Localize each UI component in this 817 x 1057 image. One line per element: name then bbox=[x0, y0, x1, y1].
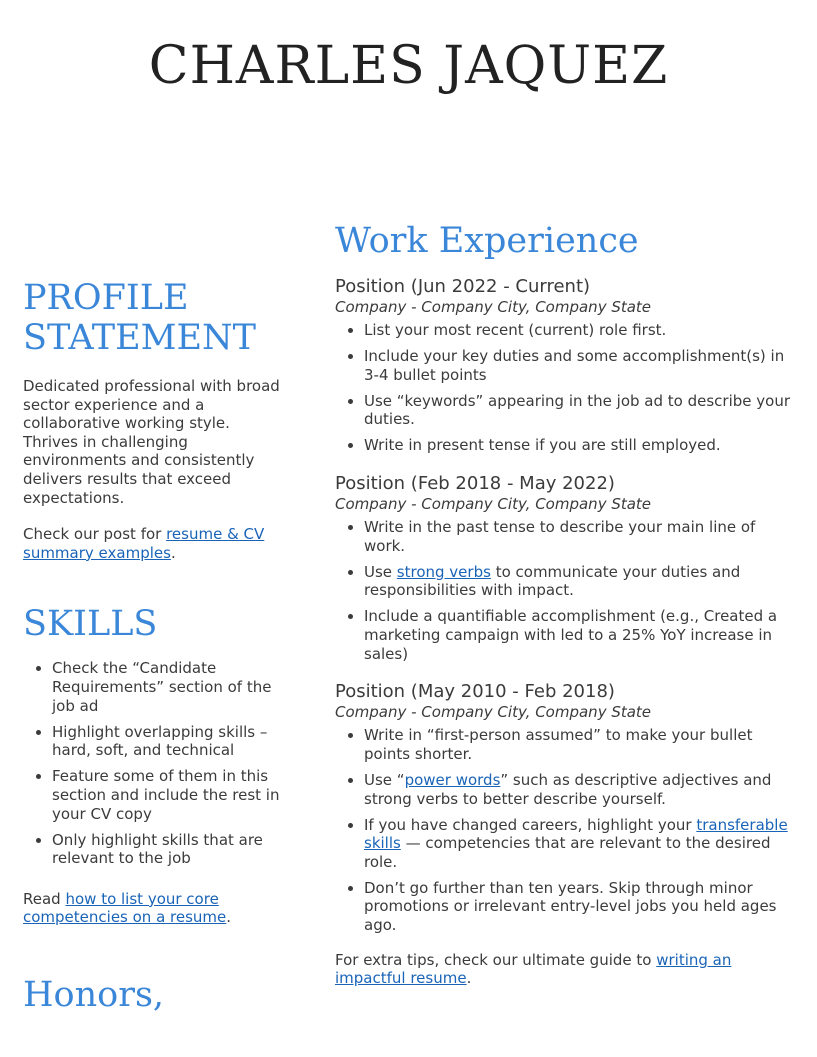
resume-summary-link[interactable]: resume & CV summary examples bbox=[23, 525, 265, 562]
job-entry bbox=[335, 681, 800, 934]
job-bullet: • Use “keywords” appearing in the job ad to describe your duties. bbox=[364, 392, 800, 429]
job-bullet: • Don’t go further than ten years. Skip through minor promotions or irrelevant entry-level jobs you held ages ago. bbox=[364, 879, 800, 935]
job-title: Position (Jun 2022 - Current) bbox=[335, 276, 591, 297]
skills-section bbox=[23, 604, 285, 927]
job-company: Company - Company City, Company State bbox=[335, 703, 652, 722]
power-words-link[interactable]: power words bbox=[404, 770, 501, 789]
core-competencies-link[interactable]: how to list your core competencies on a resume bbox=[23, 889, 227, 927]
skills-tip-suffix: . bbox=[226, 908, 232, 927]
profile-tip-suffix: . bbox=[170, 543, 176, 562]
job-bullets bbox=[335, 726, 800, 934]
resume-guide-link[interactable]: writing an impactful resume bbox=[335, 950, 732, 988]
job-bullet: • List your most recent (current) role first. bbox=[364, 321, 800, 340]
job-entry bbox=[335, 276, 800, 455]
profile-heading: PROFILE STATEMENT bbox=[23, 278, 257, 358]
resume-name: CHARLES JAQUEZ bbox=[148, 36, 669, 96]
work-tip-suffix: . bbox=[466, 969, 472, 988]
job-title: Position (May 2010 - Feb 2018) bbox=[335, 681, 615, 703]
work-tip-prefix: For extra tips, check our ultimate guide to bbox=[335, 950, 657, 969]
skills-tip-prefix: Read bbox=[23, 889, 66, 908]
job-bullet bbox=[364, 771, 800, 808]
left-column bbox=[23, 278, 285, 1015]
skill-item: • Only highlight skills that are relevant to the job bbox=[52, 831, 285, 868]
bullet-prefix: Use “ bbox=[364, 770, 405, 789]
bullet-suffix: — competencies that are relevant to the desired role. bbox=[364, 834, 771, 871]
profile-tip bbox=[23, 525, 285, 562]
job-bullet: • Include your key duties and some accomplishment(s) in 3-4 bullet points bbox=[364, 347, 800, 384]
job-bullet bbox=[364, 563, 800, 600]
job-bullet: • Write in present tense if you are still employed. bbox=[364, 436, 800, 455]
job-bullets bbox=[335, 321, 800, 455]
skill-item: • Highlight overlapping skills – hard, soft, and technical bbox=[52, 723, 285, 760]
job-bullets bbox=[335, 518, 800, 663]
skill-item: • Feature some of them in this section and include the rest in your CV copy bbox=[52, 767, 285, 823]
bullet-suffix: to communicate your duties and responsibilities with impact. bbox=[364, 562, 741, 600]
bullet-suffix: ” such as descriptive adjectives and strong verbs to better describe yourself. bbox=[364, 770, 772, 808]
job-bullet: • Write in the past tense to describe your main line of work. bbox=[364, 518, 800, 555]
work-experience-heading: Work Experience bbox=[335, 221, 639, 261]
skills-tip bbox=[23, 890, 285, 927]
job-bullet: • Include a quantifiable accomplishment (e.g., Created a marketing campaign with led to a 25% YoY increase in sales) bbox=[364, 607, 800, 663]
work-tip bbox=[335, 951, 800, 988]
profile-tip-prefix: Check our post for bbox=[23, 525, 167, 544]
bullet-prefix: Use bbox=[364, 562, 397, 581]
honors-section bbox=[23, 975, 285, 1015]
right-column bbox=[335, 220, 800, 988]
honors-heading: Honors, bbox=[23, 974, 165, 1015]
skill-item: • Check the “Candidate Requirements” section of the job ad bbox=[52, 659, 285, 715]
profile-section bbox=[23, 278, 285, 562]
job-company: Company - Company City, Company State bbox=[335, 298, 652, 316]
skills-heading: SKILLS bbox=[23, 604, 158, 645]
job-title: Position (Feb 2018 - May 2022) bbox=[335, 473, 615, 495]
transferable-skills-link[interactable]: transferable skills bbox=[364, 815, 788, 853]
job-company: Company - Company City, Company State bbox=[335, 495, 652, 514]
job-bullet: • Write in “first-person assumed” to make your bullet points shorter. bbox=[364, 726, 800, 763]
skills-list bbox=[23, 659, 285, 867]
job-entry bbox=[335, 473, 800, 663]
profile-text: Dedicated professional with broad sector experience and a collaborative working style. Thrives in challenging environments and consistently delivers results that exceed expectations. bbox=[23, 377, 280, 507]
bullet-prefix: If you have changed careers, highlight your bbox=[364, 815, 697, 834]
strong-verbs-link[interactable]: strong verbs bbox=[396, 562, 491, 581]
job-bullet bbox=[364, 816, 800, 872]
